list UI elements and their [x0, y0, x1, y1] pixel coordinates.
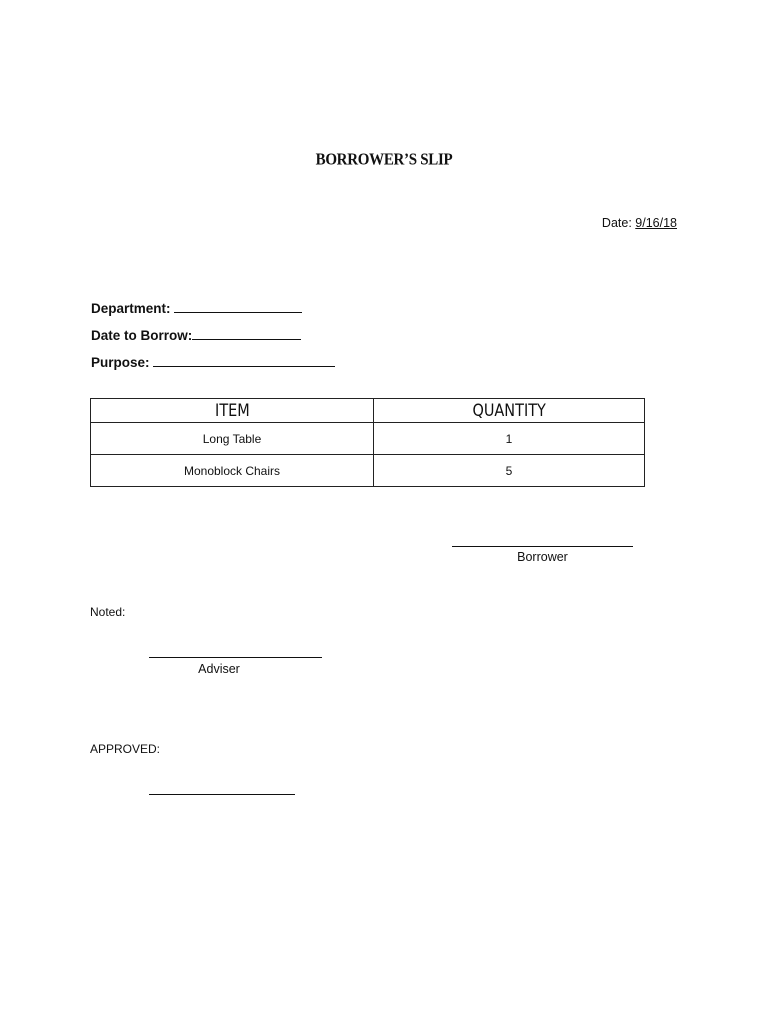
borrower-label: Borrower [517, 550, 568, 564]
date-to-borrow-field [91, 327, 301, 343]
adviser-signature-line [149, 657, 322, 658]
date-line [602, 216, 677, 230]
table-header-row [91, 399, 645, 423]
adviser-label: Adviser [198, 662, 240, 676]
quantity-cell: 5 [374, 455, 645, 487]
items-table [90, 398, 645, 487]
date-to-borrow-blank [192, 327, 301, 340]
date-to-borrow-label: Date to Borrow: [91, 328, 193, 343]
document-title: BORROWER’S SLIP [315, 150, 453, 170]
department-label: Department: [91, 301, 175, 316]
table-row [91, 455, 645, 487]
header-quantity: QUANTITY [374, 399, 645, 423]
quantity-cell: 1 [374, 423, 645, 455]
approved-label: APPROVED: [90, 742, 161, 756]
purpose-blank [153, 354, 335, 367]
department-field [91, 300, 302, 316]
date-value: 9/16/18 [635, 216, 677, 230]
item-cell: Long Table [91, 423, 374, 455]
noted-label: Noted: [90, 605, 126, 619]
table-row [91, 423, 645, 455]
purpose-field [91, 354, 335, 370]
purpose-label: Purpose: [91, 355, 154, 370]
date-label: Date: [601, 216, 636, 230]
department-blank [174, 300, 302, 313]
borrower-signature-line [452, 546, 633, 547]
header-item: ITEM [91, 399, 374, 423]
approved-signature-line [149, 794, 295, 795]
item-cell: Monoblock Chairs [91, 455, 374, 487]
